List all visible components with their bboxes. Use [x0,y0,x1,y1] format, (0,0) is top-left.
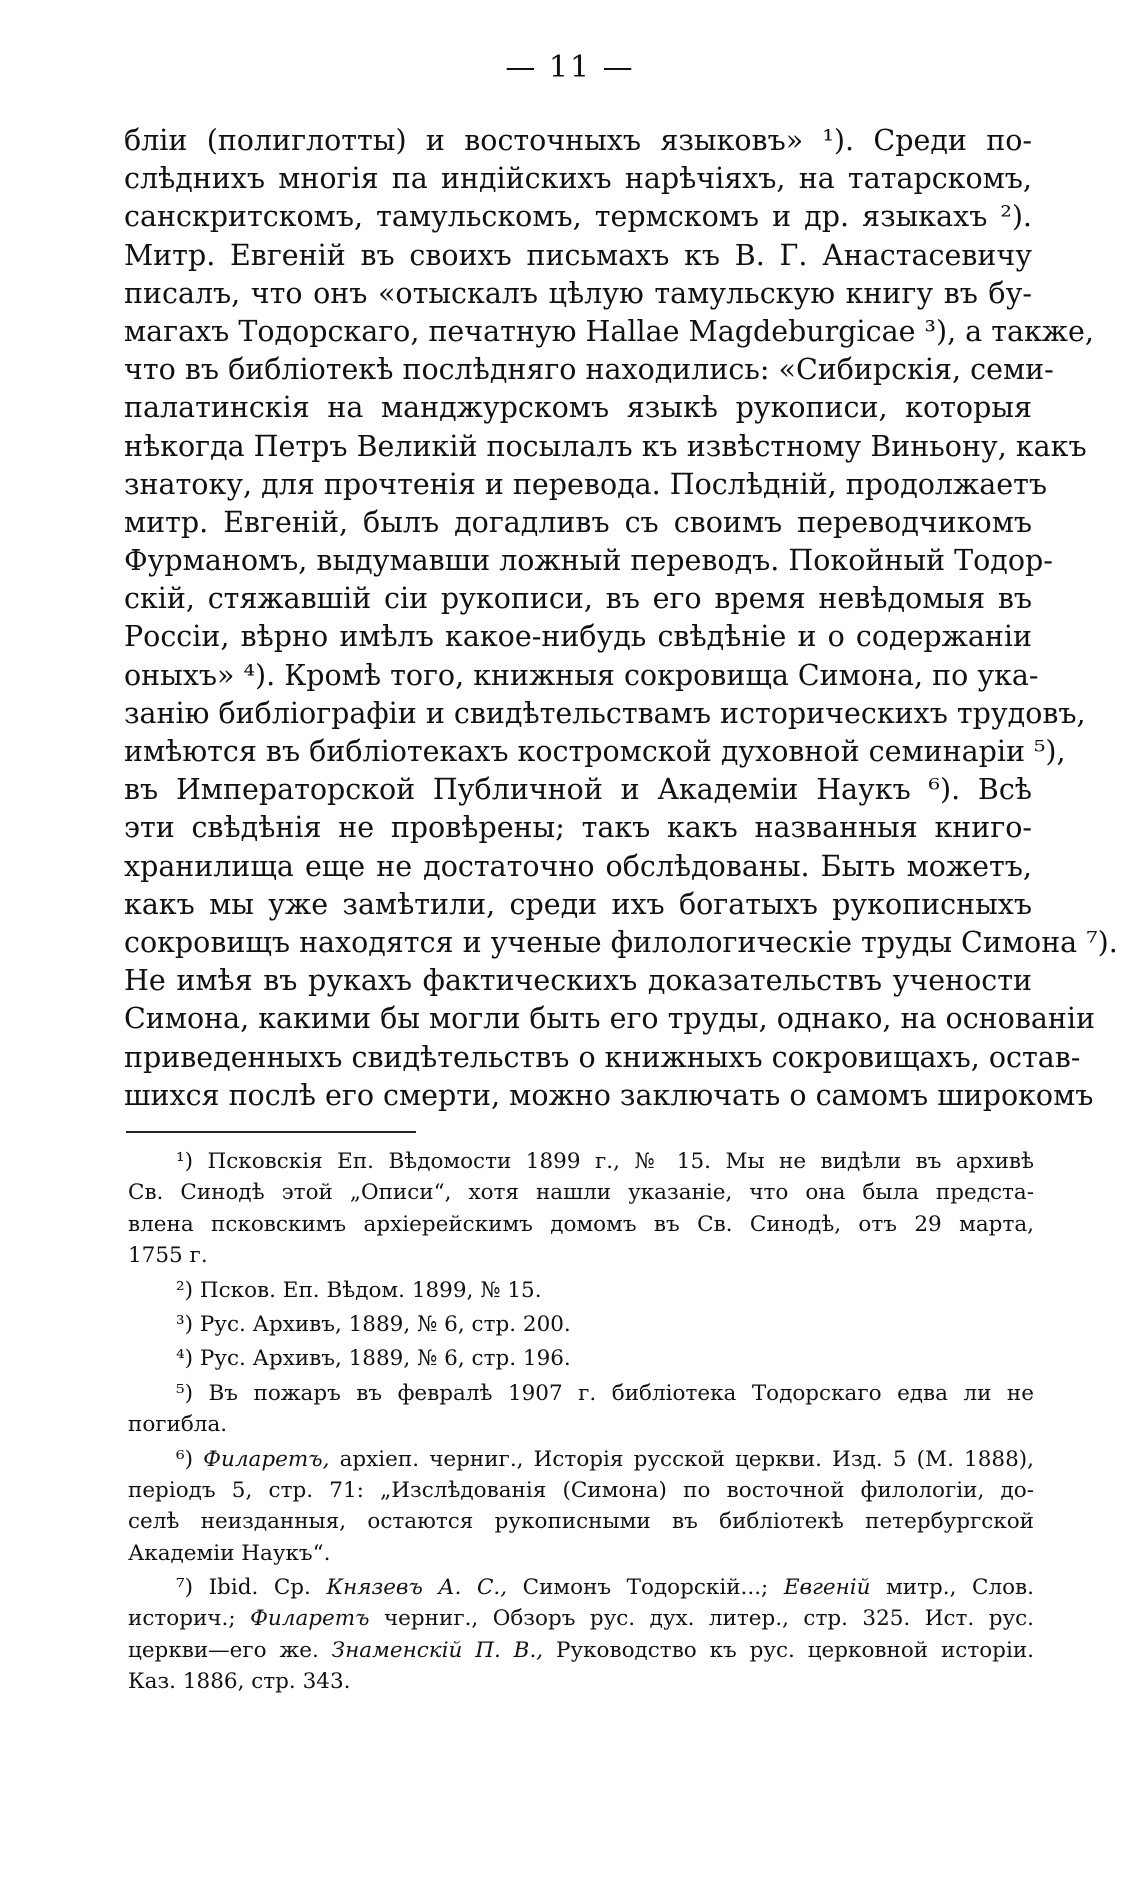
footnote-line: Св. Синодѣ этой „Описи“, хотя нашли указанiе, что она была предста- [128,1180,1034,1206]
footnote-text: черниг., Обзоръ рус. дух. литер., стр. 325. Ист. рус. [383,1606,1034,1632]
footnote-2: ²) Псков. Еп. Вѣдом. 1899, № 15. [176,1277,542,1303]
page-number: — 11 — [505,50,635,85]
text-line: имѣются въ библiотекахъ костромской духовной семинарiи ⁵), [124,735,1066,768]
footnote-line: 1755 г. [128,1243,208,1269]
footnote-text: митр., Слов. [886,1575,1034,1601]
text-line: занiю библiографiи и свидѣтельствамъ историческихъ трудовъ, [124,696,1086,730]
text-line: какъ мы уже замѣтили, среди ихъ богатыхъ рукописныхъ [124,887,1032,921]
text-line: Симона, какими бы могли быть его труды, однако, на основанiи [124,1002,1095,1036]
footnote-line [128,1635,1034,1666]
footnote-text: церкви—его же. [128,1637,319,1663]
text-line: Россiи, вѣрно имѣлъ какое-нибудь свѣдѣнiе и о содержанiи [124,620,1032,654]
text-line: нѣкогда Петръ Великiй посылалъ къ извѣстному Виньону, какъ [124,429,1087,463]
text-line: писалъ, что онъ «отыскалъ цѣлую тамульскую книгу въ бу- [124,276,1032,310]
text-line: что въ библiотекѣ послѣдняго находились: «Сибирскiя, семи- [124,353,1054,387]
footnote-marker: ⁶) [176,1446,194,1472]
footnote-divider [126,1131,416,1133]
footnote-5 [128,1378,1034,1441]
footnote-text: Ibid. Ср. [208,1575,311,1601]
footnote-line: ¹) Псковскiя Еп. Вѣдомости 1899 г., № 15. Мы не видѣли въ архивѣ [176,1149,1034,1174]
text-line: скiй, стяжавшiй сiи рукописи, въ его время невѣдомыя въ [124,582,1032,616]
footnote-line [128,1603,1034,1634]
footnote-line [128,1444,1034,1475]
footnote-marker: ⁷) [176,1575,194,1601]
author-name: Филаретъ, [203,1446,330,1472]
text-line: знатоку, для прочтенiя и перевода. Послѣднiй, продолжаетъ [124,467,1047,501]
text-line: шихся послѣ его смерти, можно заключать о самомъ широкомъ [124,1078,1094,1112]
footnote-6 [128,1444,1034,1570]
text-line: слѣднихъ многiя па индiйскихъ нарѣчiяхъ, на татарскомъ, [124,162,1032,196]
footnote-line [128,1572,1034,1603]
text-line: митр. Евгенiй, былъ догадливъ съ своимъ переводчикомъ [124,505,1032,539]
footnote-line: Академiи Наукъ“. [128,1540,331,1566]
text-line: эти свѣдѣнiя не провѣрены; такъ какъ названныя книго- [124,811,1032,845]
text-line: въ Императорской Публичной и Академiи Наукъ ⁶). Всѣ [124,773,1032,807]
footnote-3: ³) Рус. Архивъ, 1889, № 6, стр. 200. [176,1311,571,1337]
footnote-text: Руководство къ рус. церковной исторiи. [555,1637,1034,1663]
text-line: приведенныхъ свидѣтельствъ о книжныхъ сокровищахъ, остав- [124,1040,1081,1074]
text-line: Не имѣя въ рукахъ фактическихъ доказательствъ учености [124,964,1032,998]
author-name: Князевъ А. С., [326,1575,508,1601]
footnote-line: ⁵) Въ пожаръ въ февралѣ 1907 г. библiотека Тодорскаго едва ли не [176,1380,1034,1406]
footnote-1 [128,1146,1034,1272]
text-line: Митр. Евгенiй въ своихъ письмахъ къ В. Г. Анастасевичу [124,238,1032,272]
footnote-line: Каз. 1886, стр. 343. [128,1669,351,1695]
footnote-4: ⁴) Рус. Архивъ, 1889, № 6, стр. 196. [176,1346,571,1372]
footnote-line: селѣ неизданныя, остаются рукописными въ библiотекѣ петербургской [128,1509,1034,1535]
footnote-7 [128,1572,1034,1698]
footnote-text: архiеп. черниг., Исторiя русской церкви. Изд. 5 (М. 1888), [339,1446,1034,1472]
footnote-line: влена псковскимъ архiерейскимъ домомъ въ Св. Синодѣ, отъ 29 марта, [128,1211,1034,1237]
author-name: Знаменскiй П. В., [331,1637,544,1663]
footnotes [128,1146,1034,1698]
text-line: оныхъ» ⁴). Кромѣ того, книжныя сокровища Симона, по ука- [124,658,1039,692]
footnote-text: Симонъ Тодорскiй...; [522,1575,769,1601]
text-line: хранилища еще не достаточно обслѣдованы. Быть можетъ, [124,849,1032,883]
author-name: Филаретъ [250,1606,370,1632]
text-line: сокровищъ находятся и ученые филологическiе труды Симона ⁷). [124,925,1118,959]
author-name: Евгенiй [783,1575,871,1601]
text-line: блiи (полиглотты) и восточныхъ языковъ» ¹). Среди по- [124,124,1032,157]
footnote-line: перiодъ 5, стр. 71: „Изслѣдованiя (Симона) по восточной филологiи, до- [128,1477,1034,1503]
text-line: палатинскiя на манджурскомъ языкѣ рукописи, которыя [124,391,1032,425]
text-line: магахъ Тодорскаго, печатную Hallae Magdeburgicae ³), а также, [124,314,1094,348]
footnote-line: погибла. [128,1412,228,1438]
footnote-text: историч.; [128,1606,236,1632]
text-line: Фурманомъ, выдумавши ложный переводъ. Покойный Тодор- [124,544,1053,578]
main-text [124,122,1118,1115]
text-line: санскритскомъ, тамульскомъ, термскомъ и др. языкахъ ²). [124,200,1032,234]
